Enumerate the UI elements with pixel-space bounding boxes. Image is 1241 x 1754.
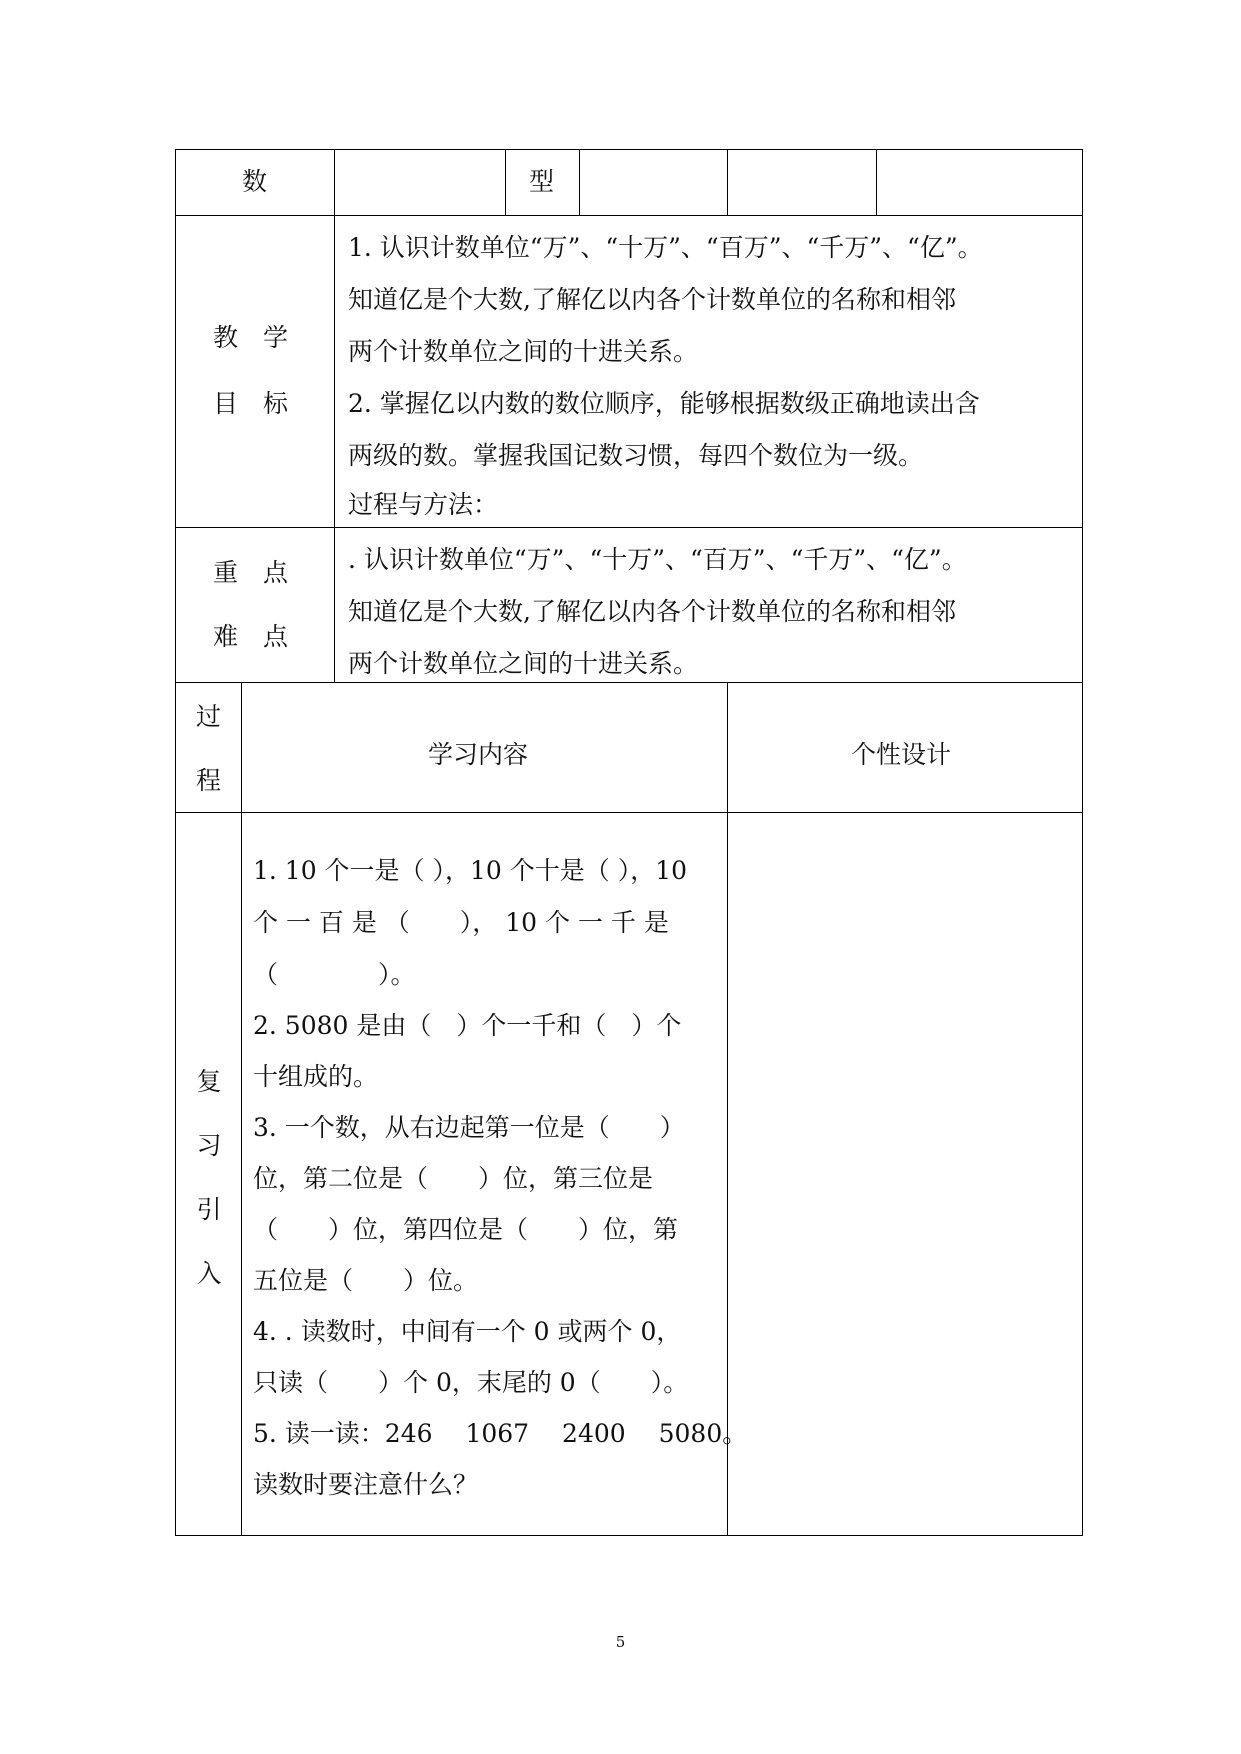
objectives-line-3: 两个计数单位之间的十进关系。 [348, 337, 699, 366]
process-label-line1: 过 [196, 702, 222, 731]
keypoints-line-1: . 认识计数单位“万”、“十万”、“百万”、“千万”、“亿”。 [348, 545, 967, 574]
page-number: 5 [615, 1633, 626, 1651]
keypoints-label-line2: 难 点 [213, 622, 289, 651]
objectives-line-6: 过程与方法： [348, 490, 499, 519]
review-label-char-3: 引 [196, 1195, 222, 1224]
label-col-divider [334, 149, 335, 683]
table-top-border [175, 149, 1083, 150]
keypoints-line-2: 知道亿是个大数,了解亿以内各个计数单位的名称和相邻 [348, 597, 956, 626]
review-line-13: 读数时要注意什么？ [253, 1470, 479, 1499]
review-line-12: 5. 读一读：246 1067 2400 5080。 [253, 1419, 748, 1448]
header-divider-d [876, 149, 877, 216]
table-bottom-border [175, 1535, 1083, 1536]
objectives-line-2: 知道亿是个大数,了解亿以内各个计数单位的名称和相邻 [348, 285, 956, 314]
review-line-7: 位，第二位是（ ）位，第三位是 [253, 1164, 654, 1193]
row-divider-4 [175, 812, 1083, 813]
row-divider-2 [175, 527, 1083, 528]
process-col-divider [241, 682, 242, 1536]
header-divider-a [505, 149, 506, 216]
review-line-11: 只读（ ）个 0，末尾的 0（ ）。 [253, 1368, 689, 1397]
objectives-label-line2: 目 标 [213, 389, 289, 418]
review-label-char-4: 入 [196, 1259, 222, 1288]
header-subject-label: 数 [242, 167, 268, 196]
table-right-border [1082, 149, 1083, 1536]
review-line-1: 1. 10 个一是（ ），10 个十是（ ），10 [253, 856, 688, 885]
review-line-9: 五位是（ ）位。 [253, 1266, 479, 1295]
keypoints-label-line1: 重 点 [213, 558, 289, 587]
review-line-10: 4. . 读数时，中间有一个 0 或两个 0， [253, 1317, 682, 1346]
header-divider-b [579, 149, 580, 216]
review-line-4: 2. 5080 是由（ ）个一千和（ ）个 [253, 1011, 682, 1040]
learning-content-header: 学习内容 [428, 740, 529, 769]
review-line-3: （ ）。 [253, 960, 416, 989]
header-divider-c [727, 149, 728, 216]
objectives-line-1: 1. 认识计数单位“万”、“十万”、“百万”、“千万”、“亿”。 [348, 233, 983, 262]
process-label-line2: 程 [196, 766, 222, 795]
objectives-line-4: 2. 掌握亿以内数的数位顺序，能够根据数级正确地读出含 [348, 389, 980, 418]
objectives-label-line1: 教 学 [213, 323, 289, 352]
objectives-line-5: 两级的数。掌握我国记数习惯，每四个数位为一级。 [348, 441, 924, 470]
review-line-2: 个 一 百 是 （ ）， 10 个 一 千 是 [253, 908, 669, 937]
personal-design-header: 个性设计 [851, 740, 952, 769]
review-line-8: （ ）位，第四位是（ ）位，第 [253, 1215, 679, 1244]
review-line-6: 3. 一个数，从右边起第一位是（ ） [253, 1113, 685, 1142]
review-line-5: 十组成的。 [253, 1062, 379, 1091]
review-label-char-1: 复 [196, 1067, 222, 1096]
review-label-char-2: 习 [196, 1131, 222, 1160]
keypoints-line-3: 两个计数单位之间的十进关系。 [348, 649, 699, 678]
row-divider-1 [175, 215, 1083, 216]
table-left-border [175, 149, 176, 1536]
header-type-label: 型 [529, 167, 555, 196]
